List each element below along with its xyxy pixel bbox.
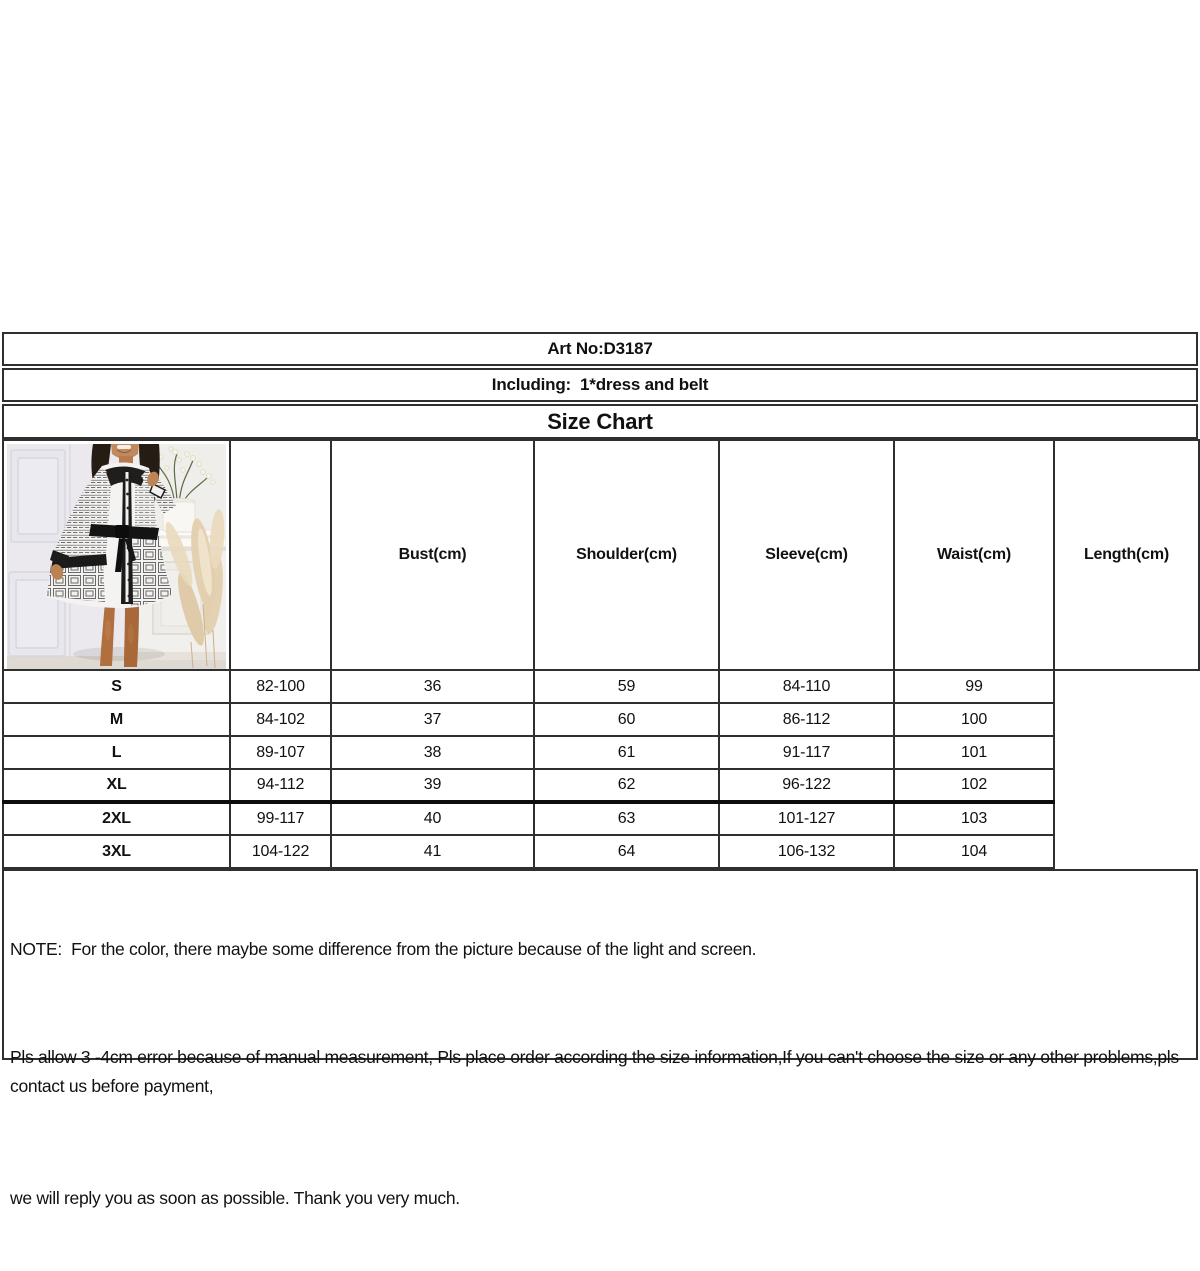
product-photo [7, 444, 226, 669]
table-row-xl [3, 769, 1199, 802]
art-no-bar [2, 332, 1198, 366]
table-row-3xl [3, 835, 1199, 868]
length-value: 100 [894, 703, 1054, 736]
sleeve-value: 64 [534, 835, 719, 868]
size-chart-title: Size Chart [547, 408, 653, 434]
sleeve-value: 63 [534, 802, 719, 835]
table-row-2xl [3, 802, 1199, 835]
shoulder-value: 41 [331, 835, 534, 868]
shoulder-value: 36 [331, 670, 534, 703]
sleeve-value: 61 [534, 736, 719, 769]
note-measurement: Pls allow 3 -4cm error because of manual measurement, Pls place order according the size information,If you can't choose the size or any other problems,pls contact us before payment, [10, 1047, 1184, 1096]
size-chart-sheet [2, 332, 1198, 1208]
including-bar [2, 368, 1198, 402]
sleeve-value: 60 [534, 703, 719, 736]
size-table-header-row [3, 440, 1199, 670]
header-cell-empty [230, 440, 331, 670]
size-label: S [3, 670, 230, 703]
length-value: 99 [894, 670, 1054, 703]
table-row-m [3, 703, 1199, 736]
note-reply: we will reply you as soon as possible. Thank you very much. [10, 1188, 460, 1208]
table-row-s [3, 670, 1199, 703]
sleeve-value: 62 [534, 769, 719, 802]
size-label: XL [3, 769, 230, 802]
bust-value: 84-102 [230, 703, 331, 736]
shoulder-value: 39 [331, 769, 534, 802]
length-value: 103 [894, 802, 1054, 835]
length-value: 101 [894, 736, 1054, 769]
shoulder-value: 38 [331, 736, 534, 769]
bust-value: 94-112 [230, 769, 331, 802]
size-table [2, 439, 1200, 869]
shoulder-value: 37 [331, 703, 534, 736]
product-photo-cell [3, 440, 230, 670]
size-chart-title-bar [2, 404, 1198, 439]
shoulder-value: 40 [331, 802, 534, 835]
bust-value: 89-107 [230, 736, 331, 769]
including-text: Including: 1*dress and belt [491, 375, 709, 394]
bust-value: 82-100 [230, 670, 331, 703]
header-cell-length: Length(cm) [1054, 440, 1199, 670]
table-row-l [3, 736, 1199, 769]
bust-value: 99-117 [230, 802, 331, 835]
size-label: L [3, 736, 230, 769]
header-cell-sleeve: Sleeve(cm) [719, 440, 894, 670]
length-value: 104 [894, 835, 1054, 868]
bust-value: 104-122 [230, 835, 331, 868]
waist-value: 84-110 [719, 670, 894, 703]
waist-value: 91-117 [719, 736, 894, 769]
art-no-text: Art No:D3187 [547, 339, 653, 358]
length-value: 102 [894, 769, 1054, 802]
header-cell-waist: Waist(cm) [894, 440, 1054, 670]
size-label: 2XL [3, 802, 230, 835]
sleeve-value: 59 [534, 670, 719, 703]
waist-value: 86-112 [719, 703, 894, 736]
size-label: 3XL [3, 835, 230, 868]
note-color: NOTE: For the color, there maybe some difference from the picture because of the light and screen. [10, 939, 757, 959]
size-label: M [3, 703, 230, 736]
notes-box [2, 869, 1198, 1208]
waist-value: 96-122 [719, 769, 894, 802]
header-cell-shoulder: Shoulder(cm) [534, 440, 719, 670]
waist-value: 101-127 [719, 802, 894, 835]
header-cell-bust: Bust(cm) [331, 440, 534, 670]
waist-value: 106-132 [719, 835, 894, 868]
